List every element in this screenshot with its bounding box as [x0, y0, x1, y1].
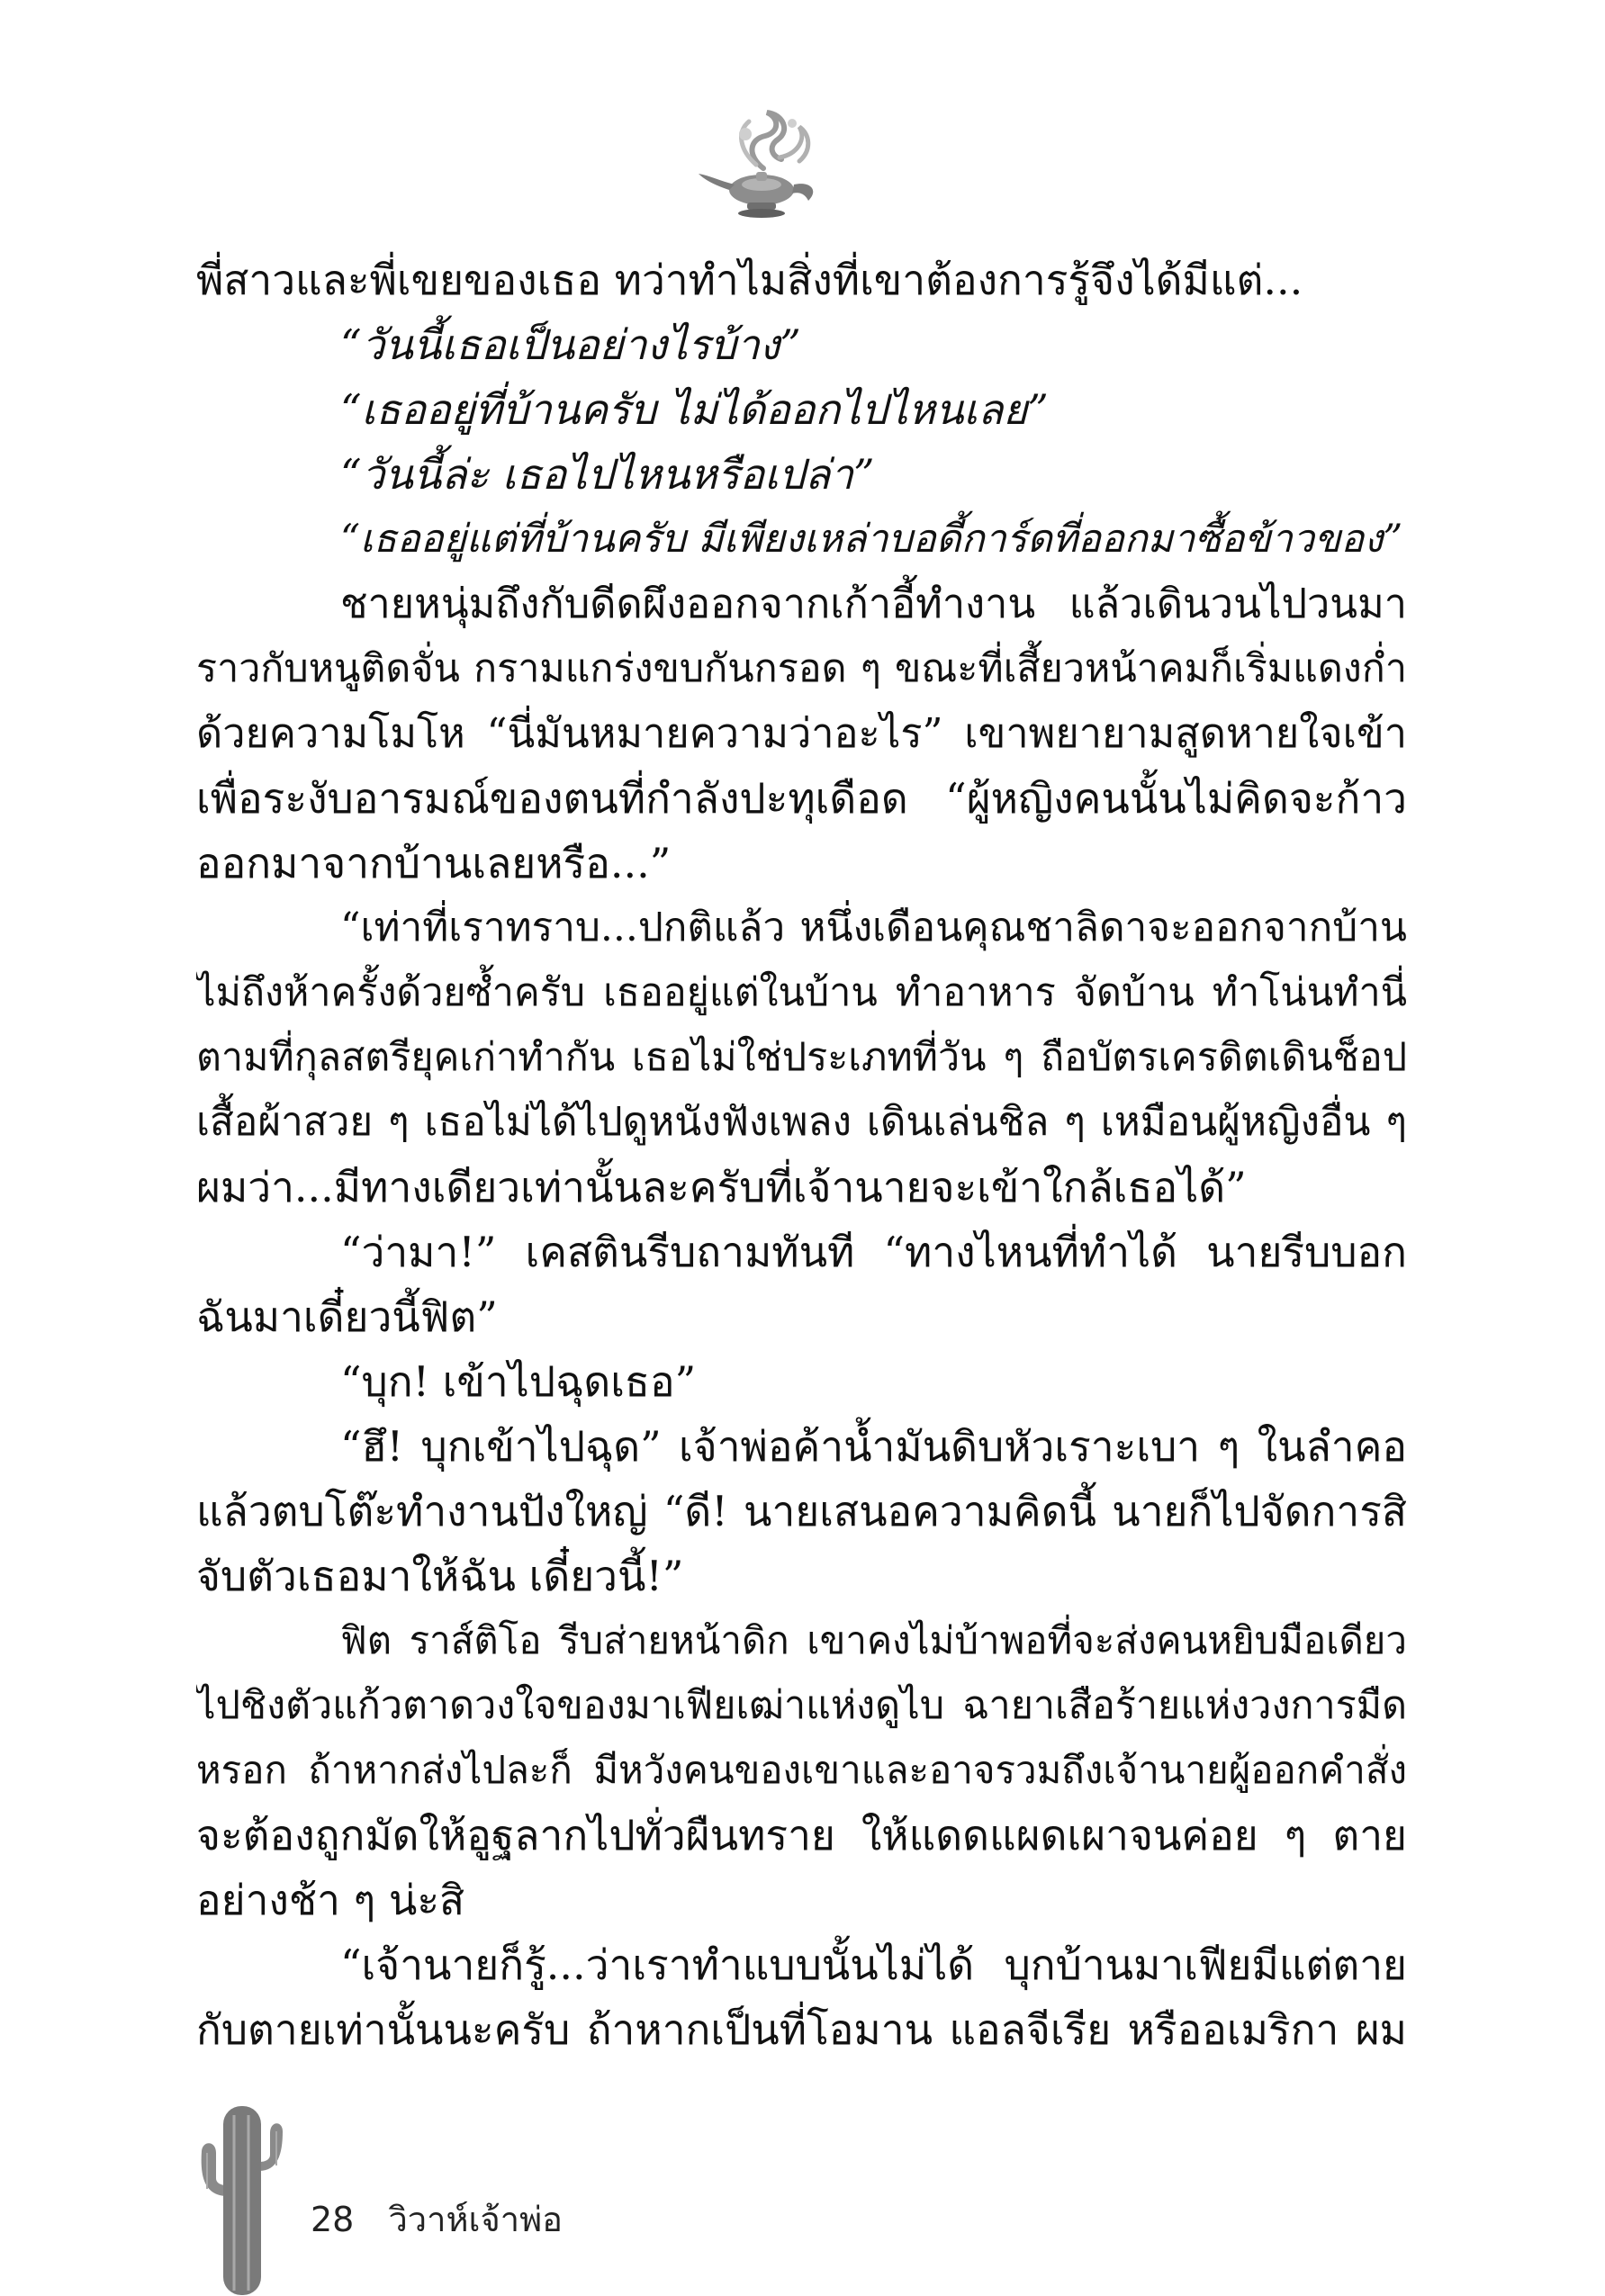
text-line: “เจ้านายก็รู้...ว่าเราทำแบบนั้นไม่ได้ บุกบ้านมาเฟียมีแต่ตาย — [340, 1940, 1407, 1989]
magic-lamp-icon — [693, 104, 828, 225]
text-line: ผมว่า...มีทางเดียวเท่านั้นละครับที่เจ้านายจะเข้าใกล้เธอได้” — [196, 1163, 1247, 1211]
text-line: “ฮึ! บุกเข้าไปฉุด” เจ้าพ่อค้าน้ำมันดิบหัวเราะเบา ๆ ในลำคอ — [340, 1422, 1407, 1471]
text-line: พี่สาวและพี่เขยของเธอ ทว่าทำไมสิ่งที่เขาต้องการรู้จึงได้มีแต่... — [196, 256, 1303, 304]
text-line: ด้วยความโมโห “นี่มันหมายความว่าอะไร” เขาพยายามสูดหายใจเข้า — [196, 709, 1407, 757]
text-line: ออกมาจากบ้านเลยหรือ...” — [196, 839, 672, 887]
text-line: “ว่ามา!” เคสตินรีบถามทันที “ทางไหนที่ทำได้ นายรีบบอก — [340, 1228, 1407, 1276]
text-line: “บุก! เข้าไปฉุดเธอ” — [340, 1357, 697, 1406]
text-line: ไปชิงตัวแก้วตาดวงใจของมาเฟียเฒ่าแห่งดูไบ ฉายาเสือร้ายแห่งวงการมืด — [196, 1683, 1407, 1728]
text-line: แล้วตบโต๊ะทำงานปังใหญ่ “ดี! นายเสนอความคิดนี้ นายก็ไปจัดการสิ — [196, 1487, 1407, 1535]
text-line: หรอก ถ้าหากส่งไปละก็ มีหวังคนของเขาและอาจรวมถึงเจ้านายผู้ออกคำสั่ง — [196, 1748, 1407, 1792]
text-line: “วันนี้เธอเป็นอย่างไรบ้าง” — [340, 320, 801, 369]
text-line: จะต้องถูกมัดให้อูฐลากไปทั่วผืนทราย ให้แดดแผดเผาจนค่อย ๆ ตาย — [196, 1811, 1407, 1859]
text-line: ชายหนุ่มถึงกับดีดผึงออกจากเก้าอี้ทำงาน แล้วเดินวนไปวนมา — [340, 580, 1407, 627]
page-footer — [189, 2088, 819, 2295]
text-line: อย่างช้า ๆ น่ะสิ — [196, 1876, 465, 1924]
text-line: “เท่าที่เราทราบ...ปกติแล้ว หนึ่งเดือนคุณชาลิดาจะออกจากบ้าน — [340, 905, 1407, 950]
text-line: เพื่อระงับอารมณ์ของตนที่กำลังปะทุเดือด “ผู้หญิงคนนั้นไม่คิดจะก้าว — [196, 774, 1407, 823]
text-line: ราวกับหนูติดจั่น กรามแกร่งขบกันกรอด ๆ ขณะที่เสี้ยวหน้าคมก็เริ่มแดงก่ำ — [196, 646, 1407, 691]
text-line: “เธออยู่แต่ที่บ้านครับ มีเพียงเหล่าบอดี้การ์ดที่ออกมาซื้อข้าวของ” — [340, 517, 1403, 562]
running-title: วิวาห์เจ้าพ่อ — [388, 2200, 563, 2239]
page-number: 28 — [311, 2200, 355, 2239]
cactus-icon — [189, 2088, 297, 2295]
text-line: ฟิต ราส์ติโอ รีบส่ายหน้าดิก เขาคงไม่บ้าพอที่จะส่งคนหยิบมือเดียว — [340, 1618, 1407, 1662]
text-line: ตามที่กุลสตรียุคเก่าทำกัน เธอไม่ใช่ประเภทที่วัน ๆ ถือบัตรเครดิตเดินช็อป — [196, 1035, 1407, 1080]
body-text — [196, 248, 1407, 2062]
page-folio — [311, 2192, 563, 2246]
text-line: “เธออยู่ที่บ้านครับ ไม่ได้ออกไปไหนเลย” — [340, 385, 1049, 434]
text-line: ฉันมาเดี๋ยวนี้ฟิต” — [196, 1292, 498, 1341]
text-line: ไม่ถึงห้าครั้งด้วยซ้ำครับ เธออยู่แต่ในบ้าน ทำอาหาร จัดบ้าน ทำโน่นทำนี่ — [196, 970, 1407, 1015]
text-line: จับตัวเธอมาให้ฉัน เดี๋ยวนี้!” — [196, 1552, 684, 1600]
text-line: กับตายเท่านั้นนะครับ ถ้าหากเป็นที่โอมาน แอลจีเรีย หรืออเมริกา ผม — [196, 2005, 1407, 2054]
text-line: “วันนี้ล่ะ เธอไปไหนหรือเปล่า” — [340, 450, 875, 499]
text-line: เสื้อผ้าสวย ๆ เธอไม่ได้ไปดูหนังฟังเพลง เดินเล่นชิล ๆ เหมือนผู้หญิงอื่น ๆ — [196, 1099, 1407, 1145]
